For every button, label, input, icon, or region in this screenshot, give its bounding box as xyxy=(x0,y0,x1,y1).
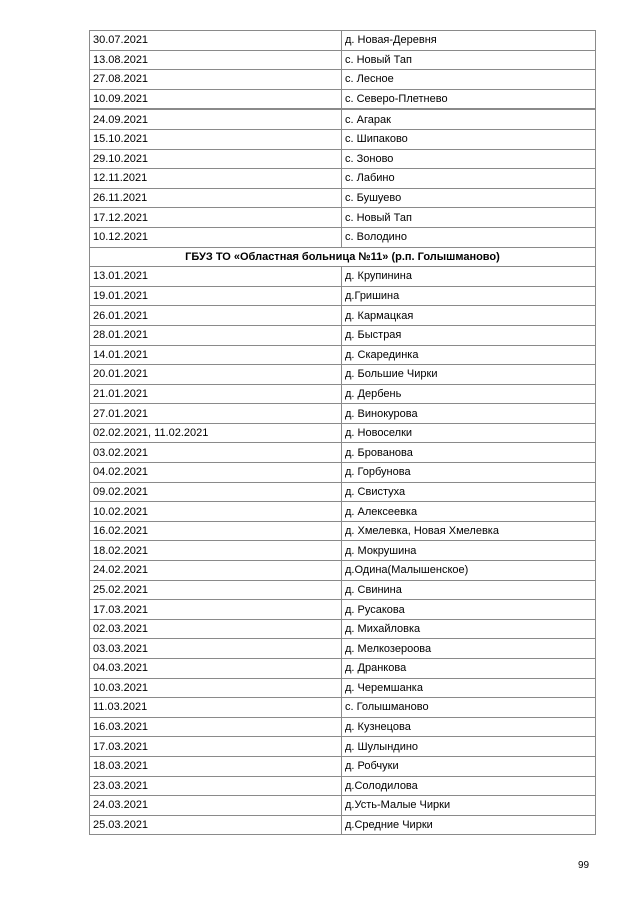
settlement-cell: с. Агарак xyxy=(342,109,596,129)
date-cell: 04.02.2021 xyxy=(90,463,342,483)
settlement-cell: с. Новый Тап xyxy=(342,50,596,70)
settlement-cell: д. Михайловка xyxy=(342,619,596,639)
table-row xyxy=(90,129,596,149)
date-cell: 24.02.2021 xyxy=(90,561,342,581)
table-row xyxy=(90,89,596,109)
settlement-cell: д. Свинина xyxy=(342,580,596,600)
settlement-cell: д. Свистуха xyxy=(342,482,596,502)
table-row xyxy=(90,678,596,698)
settlement-cell: д. Крупинина xyxy=(342,267,596,287)
table-row xyxy=(90,208,596,228)
table-row xyxy=(90,286,596,306)
table-row xyxy=(90,776,596,796)
table-row xyxy=(90,482,596,502)
table-row xyxy=(90,502,596,522)
table-row xyxy=(90,404,596,424)
table-row xyxy=(90,50,596,70)
date-cell: 09.02.2021 xyxy=(90,482,342,502)
settlement-cell: с. Лесное xyxy=(342,70,596,90)
table-row xyxy=(90,443,596,463)
date-cell: 26.11.2021 xyxy=(90,188,342,208)
settlement-cell: с. Бушуево xyxy=(342,188,596,208)
date-cell: 14.01.2021 xyxy=(90,345,342,365)
date-cell: 25.02.2021 xyxy=(90,580,342,600)
settlement-cell: д. Черемшанка xyxy=(342,678,596,698)
date-cell: 29.10.2021 xyxy=(90,149,342,169)
table-row xyxy=(90,639,596,659)
table-row xyxy=(90,659,596,679)
table-row xyxy=(90,541,596,561)
settlement-cell: д. Хмелевка, Новая Хмелевка xyxy=(342,521,596,541)
settlement-cell: с. Лабино xyxy=(342,169,596,189)
table-row xyxy=(90,756,596,776)
table-row xyxy=(90,619,596,639)
date-cell: 24.03.2021 xyxy=(90,796,342,816)
date-cell: 15.10.2021 xyxy=(90,129,342,149)
date-cell: 21.01.2021 xyxy=(90,384,342,404)
settlement-cell: д. Брованова xyxy=(342,443,596,463)
settlement-cell: д. Новоселки xyxy=(342,423,596,443)
settlement-cell: с. Зоново xyxy=(342,149,596,169)
settlement-cell: д. Дранкова xyxy=(342,659,596,679)
schedule-table-body xyxy=(90,31,596,835)
settlement-cell: д. Горбунова xyxy=(342,463,596,483)
date-cell: 19.01.2021 xyxy=(90,286,342,306)
table-row xyxy=(90,580,596,600)
date-cell: 27.08.2021 xyxy=(90,70,342,90)
table-row xyxy=(90,345,596,365)
table-row xyxy=(90,600,596,620)
table-row xyxy=(90,796,596,816)
table-row xyxy=(90,149,596,169)
settlement-cell: с. Володино xyxy=(342,227,596,247)
date-cell: 02.02.2021, 11.02.2021 xyxy=(90,423,342,443)
date-cell: 11.03.2021 xyxy=(90,698,342,718)
settlement-cell: д. Кузнецова xyxy=(342,717,596,737)
date-cell: 10.02.2021 xyxy=(90,502,342,522)
date-cell: 02.03.2021 xyxy=(90,619,342,639)
date-cell: 30.07.2021 xyxy=(90,31,342,51)
table-row xyxy=(90,306,596,326)
settlement-cell: д. Быстрая xyxy=(342,325,596,345)
settlement-cell: с. Северо-Плетнево xyxy=(342,89,596,109)
settlement-cell: д. Русакова xyxy=(342,600,596,620)
table-row xyxy=(90,463,596,483)
settlement-cell: д.Солодилова xyxy=(342,776,596,796)
settlement-cell: д. Мелкозероова xyxy=(342,639,596,659)
date-cell: 03.02.2021 xyxy=(90,443,342,463)
settlement-cell: с. Шипаково xyxy=(342,129,596,149)
date-cell: 28.01.2021 xyxy=(90,325,342,345)
table-row xyxy=(90,521,596,541)
settlement-cell: с. Голышманово xyxy=(342,698,596,718)
date-cell: 18.03.2021 xyxy=(90,756,342,776)
date-cell: 17.03.2021 xyxy=(90,600,342,620)
table-row xyxy=(90,561,596,581)
page-number: 99 xyxy=(578,860,590,871)
settlement-cell: д.Усть-Малые Чирки xyxy=(342,796,596,816)
date-cell: 20.01.2021 xyxy=(90,365,342,385)
date-cell: 10.09.2021 xyxy=(90,89,342,109)
settlement-cell: д. Дербень xyxy=(342,384,596,404)
table-row xyxy=(90,698,596,718)
settlement-cell: д. Мокрушина xyxy=(342,541,596,561)
table-row xyxy=(90,109,596,129)
date-cell: 24.09.2021 xyxy=(90,109,342,129)
date-cell: 13.01.2021 xyxy=(90,267,342,287)
date-cell: 10.03.2021 xyxy=(90,678,342,698)
section-header-row xyxy=(90,247,596,267)
date-cell: 18.02.2021 xyxy=(90,541,342,561)
date-cell: 16.03.2021 xyxy=(90,717,342,737)
date-cell: 12.11.2021 xyxy=(90,169,342,189)
settlement-cell: д. Новая-Деревня xyxy=(342,31,596,51)
table-row xyxy=(90,70,596,90)
table-row xyxy=(90,423,596,443)
settlement-cell: д. Скарединка xyxy=(342,345,596,365)
schedule-table xyxy=(89,30,596,835)
settlement-cell: д.Одина(Малышенское) xyxy=(342,561,596,581)
settlement-cell: д. Алексеевка xyxy=(342,502,596,522)
table-row xyxy=(90,188,596,208)
table-row xyxy=(90,815,596,835)
settlement-cell: д.Гришина xyxy=(342,286,596,306)
settlement-cell: д. Кармацкая xyxy=(342,306,596,326)
settlement-cell: д. Винокурова xyxy=(342,404,596,424)
date-cell: 10.12.2021 xyxy=(90,227,342,247)
date-cell: 03.03.2021 xyxy=(90,639,342,659)
date-cell: 17.12.2021 xyxy=(90,208,342,228)
date-cell: 16.02.2021 xyxy=(90,521,342,541)
settlement-cell: д. Робчуки xyxy=(342,756,596,776)
date-cell: 13.08.2021 xyxy=(90,50,342,70)
date-cell: 23.03.2021 xyxy=(90,776,342,796)
date-cell: 17.03.2021 xyxy=(90,737,342,757)
date-cell: 04.03.2021 xyxy=(90,659,342,679)
table-row xyxy=(90,169,596,189)
table-row xyxy=(90,737,596,757)
table-row xyxy=(90,31,596,51)
date-cell: 26.01.2021 xyxy=(90,306,342,326)
table-row xyxy=(90,227,596,247)
settlement-cell: с. Новый Тап xyxy=(342,208,596,228)
table-row xyxy=(90,365,596,385)
table-row xyxy=(90,717,596,737)
section-title: ГБУЗ ТО «Областная больница №11» (р.п. Голышманово) xyxy=(90,247,596,267)
table-row xyxy=(90,325,596,345)
settlement-cell: д. Шулындино xyxy=(342,737,596,757)
date-cell: 25.03.2021 xyxy=(90,815,342,835)
date-cell: 27.01.2021 xyxy=(90,404,342,424)
table-row xyxy=(90,384,596,404)
table-row xyxy=(90,267,596,287)
settlement-cell: д. Большие Чирки xyxy=(342,365,596,385)
settlement-cell: д.Средние Чирки xyxy=(342,815,596,835)
